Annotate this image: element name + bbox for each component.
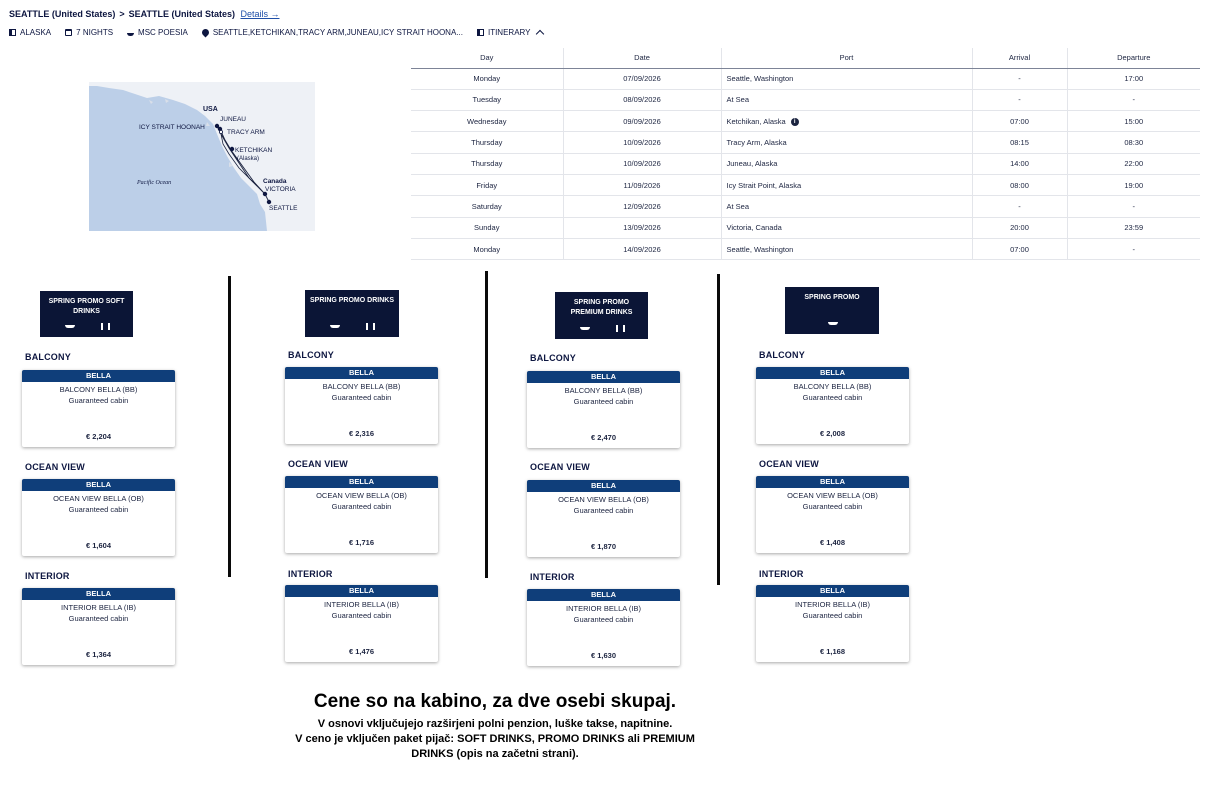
cell-arrival-text: 20:00 (1010, 223, 1029, 233)
map-label-victoria: VICTORIA (265, 186, 296, 193)
cell-day (411, 68, 563, 89)
cell-day (411, 217, 563, 238)
cabin-note: Guaranteed cabin (68, 396, 129, 405)
cell-arrival-text: 14:00 (1010, 159, 1029, 169)
itinerary-row (411, 196, 1200, 217)
map-icon (477, 29, 484, 36)
cabin-price: € 1,604 (85, 541, 112, 550)
cruise-meta-bar (9, 28, 557, 37)
dining-icon (616, 325, 625, 332)
cell-day (411, 238, 563, 259)
cell-port (721, 153, 972, 174)
cabin-section-title: INTERIOR (530, 572, 575, 582)
cell-day (411, 111, 563, 132)
itinerary-header-row (411, 48, 1200, 68)
details-link[interactable]: Details → (240, 9, 280, 19)
cell-day-text: Thursday (471, 138, 503, 148)
footnote-line: V ceno je vključen paket pijač: SOFT DRINKS, PROMO DRINKS ali PREMIUM (295, 733, 695, 745)
cabin-note: Guaranteed cabin (68, 614, 129, 623)
cell-date-text: 11/09/2026 (623, 180, 661, 190)
cell-port (721, 89, 972, 110)
cabin-name: BALCONY BELLA (BB) (59, 385, 138, 394)
cell-departure-text: - (1132, 244, 1135, 254)
footnote-heading: Cene so na kabino, za dve osebi skupaj. (313, 691, 677, 712)
cabin-name: INTERIOR BELLA (IB) (794, 600, 871, 609)
map-label-icy-strait: ICY STRAIT HOONAH (139, 124, 205, 131)
breadcrumb-separator: > (119, 9, 125, 19)
cell-departure (1067, 196, 1200, 217)
cell-day-text: Monday (473, 244, 501, 254)
cabin-name: INTERIOR BELLA (IB) (60, 603, 137, 612)
cabin-section-title: INTERIOR (288, 569, 333, 579)
column-divider (717, 274, 720, 585)
cabin-note: Guaranteed cabin (573, 615, 634, 624)
cell-date (563, 89, 721, 110)
package-badge (785, 287, 879, 334)
cell-departure-text: - (1132, 201, 1135, 211)
cell-arrival (972, 217, 1067, 238)
cabin-price: € 2,008 (819, 429, 846, 438)
cabin-card[interactable] (756, 476, 909, 553)
cell-date-text: 09/09/2026 (623, 116, 661, 126)
cabin-card[interactable] (285, 585, 438, 662)
cell-arrival (972, 238, 1067, 259)
location-pin-icon (200, 28, 210, 38)
cell-date (563, 132, 721, 153)
package-badge-title: SPRING PROMO (804, 294, 860, 301)
cell-port-text: Victoria, Canada (726, 223, 782, 233)
itinerary-row (411, 68, 1200, 89)
cabin-name: BALCONY BELLA (BB) (322, 382, 401, 391)
cell-date (563, 174, 721, 195)
map-label-ketchikan: KETCHIKAN (235, 147, 273, 154)
cabin-category: BELLA (285, 367, 438, 379)
ship-icon (330, 325, 340, 328)
column-divider (485, 271, 488, 578)
header-day: Day (411, 48, 563, 68)
cell-port-text: Juneau, Alaska (726, 159, 778, 169)
itinerary-row (411, 153, 1200, 174)
cabin-note: Guaranteed cabin (68, 505, 129, 514)
cell-day (411, 174, 563, 195)
cabin-price: € 2,204 (85, 432, 112, 441)
header-departure: Departure (1067, 48, 1200, 68)
map-label-ocean: Pacific Ocean (137, 180, 172, 186)
cabin-category: BELLA (22, 588, 175, 600)
meta-ports (202, 28, 463, 37)
meta-ship (127, 28, 188, 37)
cabin-name: BALCONY BELLA (BB) (564, 386, 643, 395)
cell-arrival-text: 07:00 (1010, 244, 1029, 254)
cabin-section-title: OCEAN VIEW (25, 462, 86, 472)
cabin-section-title: BALCONY (530, 353, 576, 363)
cell-day (411, 196, 563, 217)
cell-day-text: Saturday (471, 201, 502, 211)
cabin-price: € 1,716 (348, 538, 375, 547)
cabin-name: OCEAN VIEW BELLA (OB) (316, 491, 407, 500)
route-map-graphic (89, 82, 315, 231)
footnote-line: DRINKS (opis na začetni strani). (411, 748, 579, 760)
cabin-note: Guaranteed cabin (802, 502, 863, 511)
cabin-card[interactable] (527, 589, 680, 666)
cabin-category: BELLA (285, 476, 438, 488)
dining-icon (101, 323, 110, 330)
cabin-category: BELLA (285, 585, 438, 597)
cabin-card[interactable] (22, 479, 175, 556)
cell-departure (1067, 132, 1200, 153)
port-dot-ketchikan (230, 147, 234, 151)
cabin-name: INTERIOR BELLA (IB) (323, 600, 400, 609)
meta-ship-label: MSC POESIA (138, 28, 188, 37)
cabin-price: € 2,470 (590, 433, 617, 442)
cabin-price: € 1,168 (819, 647, 846, 656)
package-badge (40, 291, 133, 337)
cabin-note: Guaranteed cabin (331, 502, 392, 511)
cabin-name: INTERIOR BELLA (IB) (565, 604, 642, 613)
cell-date-text: 10/09/2026 (623, 138, 661, 148)
package-badge-title: PREMIUM DRINKS (570, 309, 633, 316)
header-arrival: Arrival (972, 48, 1067, 68)
cabin-note: Guaranteed cabin (573, 397, 634, 406)
cell-date (563, 153, 721, 174)
cabin-name: OCEAN VIEW BELLA (OB) (558, 495, 649, 504)
package-badge-title: SPRING PROMO DRINKS (309, 297, 394, 304)
cabin-price: € 2,316 (348, 429, 375, 438)
cell-port-text: Icy Strait Point, Alaska (726, 180, 802, 190)
header-port: Port (721, 48, 972, 68)
cell-departure-text: 23:59 (1124, 223, 1144, 233)
itinerary-row (411, 111, 1200, 132)
cabin-price: € 1,870 (590, 542, 617, 551)
package-badge-title: DRINKS (73, 308, 100, 315)
cabin-category: BELLA (527, 480, 680, 492)
cell-arrival-text: 08:00 (1010, 180, 1029, 190)
package-badge-title: SPRING PROMO (573, 299, 630, 306)
cell-date (563, 196, 721, 217)
cabin-category: BELLA (22, 370, 175, 382)
cabin-category: BELLA (756, 476, 909, 488)
cell-departure-text: - (1132, 95, 1135, 105)
map-icon (9, 29, 16, 36)
cell-port-text: Ketchikan, Alaska (726, 116, 786, 126)
cabin-section-title: OCEAN VIEW (530, 462, 591, 472)
cabin-note: Guaranteed cabin (573, 506, 634, 515)
cell-day-text: Thursday (471, 159, 503, 169)
cabin-category: BELLA (756, 367, 909, 379)
cell-day-text: Tuesday (472, 95, 501, 105)
cabin-card[interactable] (22, 370, 175, 447)
cell-date-text: 14/09/2026 (623, 244, 661, 254)
cell-port (721, 111, 972, 132)
package-badge (555, 292, 648, 339)
cell-departure (1067, 217, 1200, 238)
cell-date-text: 13/09/2026 (623, 223, 661, 233)
map-label-tracy-arm: TRACY ARM (227, 129, 265, 136)
cabin-card[interactable] (22, 588, 175, 665)
cabin-section-title: BALCONY (288, 350, 334, 360)
cabin-note: Guaranteed cabin (331, 611, 392, 620)
cabin-section-title: OCEAN VIEW (759, 459, 820, 469)
ship-icon (127, 29, 134, 36)
meta-duration-label: 7 NIGHTS (76, 28, 114, 37)
cell-arrival-text: - (1018, 201, 1021, 211)
cabin-note: Guaranteed cabin (802, 611, 863, 620)
cabin-price: € 1,364 (85, 650, 112, 659)
cabin-note: Guaranteed cabin (331, 393, 392, 402)
cell-arrival (972, 174, 1067, 195)
itinerary-row (411, 132, 1200, 153)
cabin-category: BELLA (756, 585, 909, 597)
cell-port (721, 217, 972, 238)
header-date: Date (563, 48, 721, 68)
cell-day (411, 153, 563, 174)
port-dot-icy-strait (219, 130, 222, 133)
cell-port (721, 196, 972, 217)
ship-icon (65, 325, 75, 328)
cell-port-text: Seattle, Washington (726, 244, 794, 254)
cabin-section-title: INTERIOR (759, 569, 804, 579)
cabin-section-title: BALCONY (25, 352, 71, 362)
package-badge-title: SPRING PROMO SOFT (48, 298, 125, 305)
meta-ports-label: SEATTLE,KETCHIKAN,TRACY ARM,JUNEAU,ICY STRAIT HOONA... (212, 28, 463, 37)
package-badge (305, 290, 399, 337)
cell-arrival (972, 111, 1067, 132)
cabin-card[interactable] (285, 367, 438, 444)
cabin-note: Guaranteed cabin (802, 393, 863, 402)
cell-date (563, 238, 721, 259)
cell-arrival (972, 196, 1067, 217)
map-label-seattle: SEATTLE (269, 205, 298, 212)
cell-date (563, 68, 721, 89)
itinerary-toggle-label: ITINERARY (487, 28, 531, 37)
dining-icon (366, 323, 375, 330)
cabin-price: € 1,408 (819, 538, 846, 547)
breadcrumb-origin: SEATTLE (United States) (9, 9, 116, 19)
footnote-body (240, 717, 750, 762)
footnote-line: V osnovi vključujejo razširjeni polni penzion, luške takse, napitnine. (317, 718, 673, 730)
cell-date-text: 12/09/2026 (623, 201, 661, 211)
cell-departure (1067, 111, 1200, 132)
itinerary-toggle[interactable] (477, 28, 543, 37)
cabin-card[interactable] (527, 371, 680, 448)
cabin-section-title: INTERIOR (25, 571, 70, 581)
breadcrumb (9, 9, 279, 19)
cabin-card[interactable] (285, 476, 438, 553)
cell-arrival (972, 153, 1067, 174)
map-label-ketchikan-sub: (Alaska) (237, 156, 260, 162)
cabin-category: BELLA (527, 371, 680, 383)
info-icon[interactable]: i (791, 118, 799, 126)
cabin-name: OCEAN VIEW BELLA (OB) (787, 491, 878, 500)
cell-port-text: Seattle, Washington (726, 74, 794, 84)
cell-date-text: 08/09/2026 (623, 95, 661, 105)
map-label-canada: Canada (263, 178, 287, 185)
cell-port (721, 68, 972, 89)
cell-departure-text: 08:30 (1124, 138, 1144, 148)
cell-departure-text: 22:00 (1124, 159, 1144, 169)
cell-arrival (972, 89, 1067, 110)
cell-day (411, 89, 563, 110)
cell-date-text: 07/09/2026 (623, 74, 661, 84)
cell-arrival (972, 68, 1067, 89)
column-divider (228, 276, 231, 577)
cabin-category: BELLA (527, 589, 680, 601)
cell-arrival-text: - (1018, 95, 1021, 105)
cabin-section-title: OCEAN VIEW (288, 459, 349, 469)
cell-arrival-text: 08:15 (1010, 138, 1029, 148)
meta-duration (65, 28, 113, 37)
cabin-name: BALCONY BELLA (BB) (793, 382, 872, 391)
map-label-juneau: JUNEAU (220, 116, 247, 123)
cell-port (721, 132, 972, 153)
cell-departure (1067, 153, 1200, 174)
itinerary-row (411, 217, 1200, 238)
cell-port-text: At Sea (726, 201, 750, 211)
cell-port (721, 238, 972, 259)
cell-port-text: At Sea (726, 95, 750, 105)
cell-date-text: 10/09/2026 (623, 159, 661, 169)
cell-departure (1067, 89, 1200, 110)
meta-region-label: ALASKA (20, 28, 52, 37)
cell-date (563, 111, 721, 132)
breadcrumb-destination: SEATTLE (United States) (128, 9, 235, 19)
cell-port (721, 174, 972, 195)
cabin-card[interactable] (527, 480, 680, 557)
ship-icon (828, 322, 838, 325)
route-map[interactable] (89, 82, 315, 231)
cabin-name: OCEAN VIEW BELLA (OB) (53, 494, 144, 503)
cell-day-text: Friday (476, 180, 498, 190)
cell-departure (1067, 68, 1200, 89)
cabin-price: € 1,476 (348, 647, 375, 656)
cell-departure-text: 17:00 (1124, 74, 1144, 84)
cabin-card[interactable] (756, 367, 909, 444)
itinerary-row (411, 238, 1200, 259)
cell-day-text: Monday (473, 74, 501, 84)
cell-day-text: Sunday (474, 223, 500, 233)
cell-departure-text: 19:00 (1124, 180, 1144, 190)
cell-day (411, 132, 563, 153)
cell-date (563, 217, 721, 238)
calendar-icon (65, 29, 72, 36)
cell-arrival-text: 07:00 (1010, 116, 1029, 126)
map-label-usa: USA (203, 106, 218, 113)
port-dot-juneau (215, 124, 219, 128)
cell-departure-text: 15:00 (1124, 116, 1144, 126)
cell-departure (1067, 174, 1200, 195)
port-dot-seattle (267, 200, 271, 204)
cell-departure (1067, 238, 1200, 259)
cell-port-text: Tracy Arm, Alaska (726, 138, 787, 148)
itinerary-table (411, 48, 1200, 260)
cell-day-text: Wednesday (467, 116, 507, 126)
itinerary-row (411, 174, 1200, 195)
cabin-card[interactable] (756, 585, 909, 662)
cabin-section-title: BALCONY (759, 350, 805, 360)
itinerary-row (411, 89, 1200, 110)
cell-arrival (972, 132, 1067, 153)
ship-icon (580, 327, 590, 330)
meta-region (9, 28, 51, 37)
cabin-category: BELLA (22, 479, 175, 491)
cabin-price: € 1,630 (590, 651, 617, 660)
cell-arrival-text: - (1018, 74, 1021, 84)
chevron-up-icon (535, 30, 543, 38)
